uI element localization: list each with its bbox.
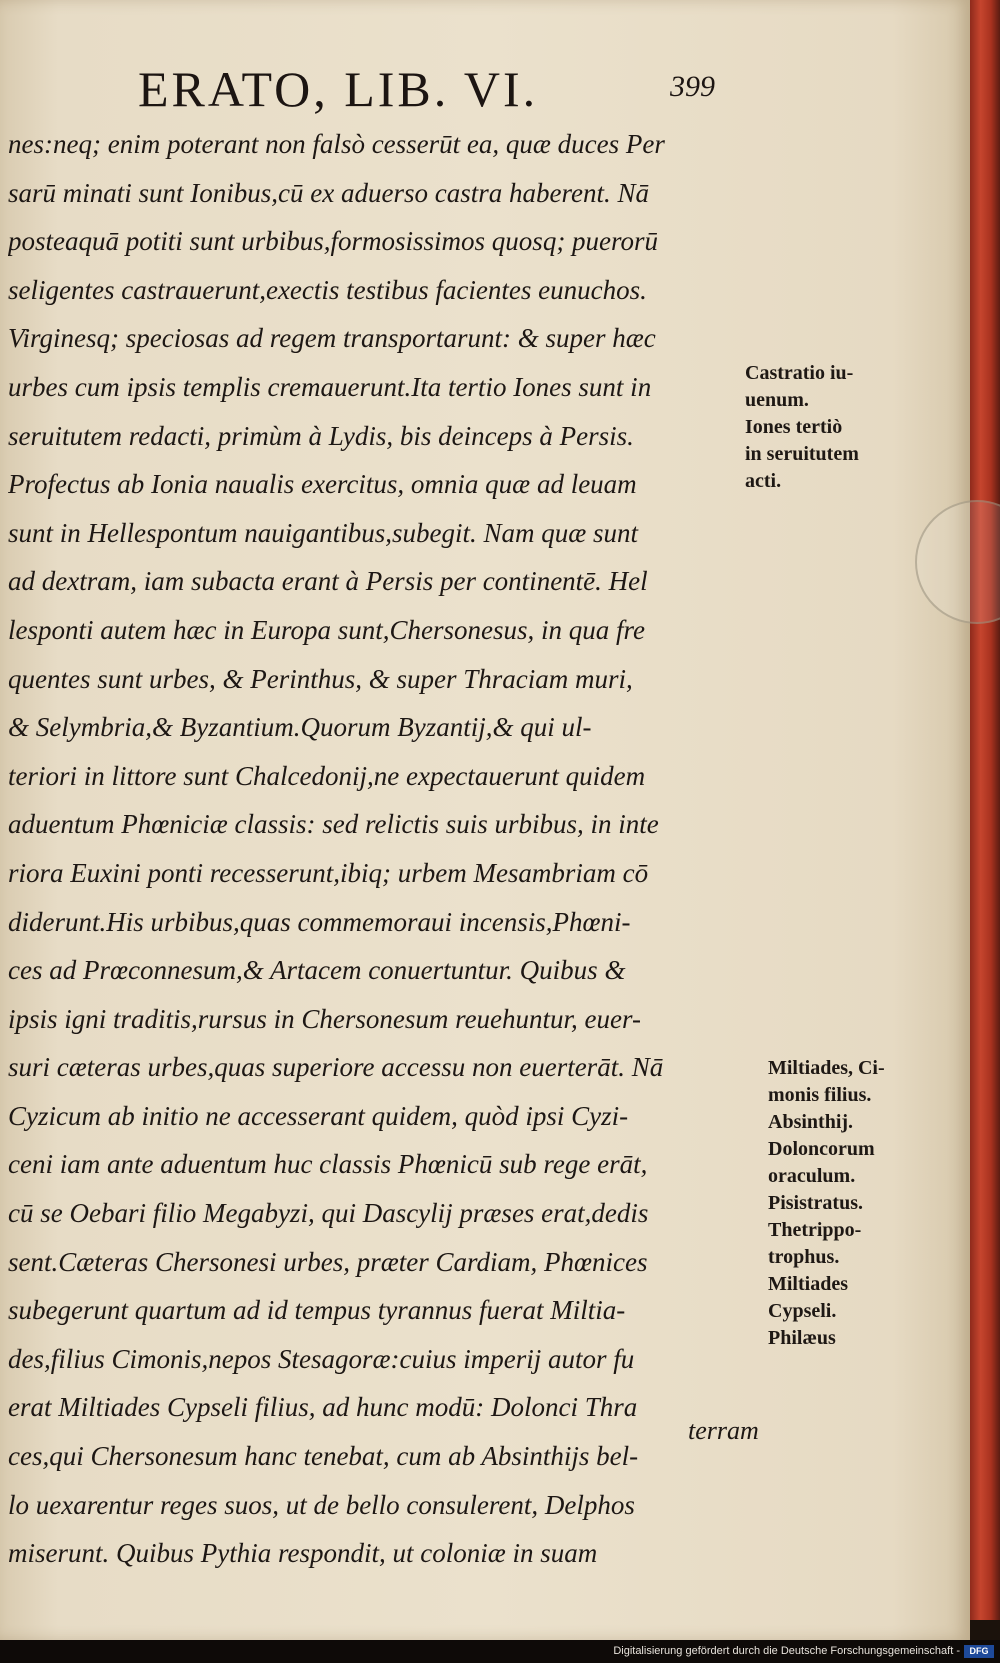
text-line: lo uexarentur reges suos, ut de bello consulerent, Delphos — [8, 1489, 635, 1520]
running-head: ERATO, LIB. VI. — [138, 61, 539, 117]
text-line: sunt in Hellespontum nauigantibus,subegit. Nam quæ sunt — [8, 517, 639, 548]
margin-note-line: uenum. — [745, 389, 809, 411]
margin-notes-miltiades — [768, 1055, 885, 1352]
margin-note-line: Miltiades — [768, 1273, 848, 1295]
margin-note-line: Iones tertiò — [745, 416, 843, 438]
margin-note-line: Cypseli. — [768, 1300, 837, 1322]
text-line: Profectus ab Ionia naualis exercitus, omnia quæ ad leuam — [8, 469, 637, 500]
page-number: 399 — [670, 70, 715, 103]
text-line: posteaquā potiti sunt urbibus,formosissimos quosq; puerorū — [8, 226, 659, 257]
digitization-credit: Digitalisierung gefördert durch die Deutsche Forschungsgemeinschaft - — [613, 1645, 960, 1657]
text-line: erat Miltiades Cypseli filius, ad hunc modū: Dolonci Thra — [8, 1392, 638, 1423]
text-line: aduentum Phœniciæ classis: sed relictis suis urbibus, in inte — [8, 809, 659, 840]
text-line: sent.Cæteras Chersonesi urbes, præter Cardiam, Phœnices — [8, 1246, 648, 1277]
text-line: teriori in littore sunt Chalcedonij,ne expectauerunt quidem — [8, 760, 646, 791]
margin-note-line: Castratio iu- — [745, 362, 854, 384]
page-fore-edge — [970, 0, 1000, 1620]
text-line: ipsis igni traditis,rursus in Chersonesum reuehuntur, euer- — [8, 1003, 641, 1034]
text-line: subegerunt quartum ad id tempus tyrannus fuerat Miltia- — [8, 1295, 626, 1326]
text-line: diderunt.His urbibus,quas commemoraui incensis,Phœni- — [8, 906, 631, 937]
body-text — [8, 120, 753, 1578]
text-line: urbes cum ipsis templis cremauerunt.Ita tertio Iones sunt in — [8, 371, 652, 402]
text-line: ces ad Prœconnesum,& Artacem conuertuntur. Quibus & — [8, 955, 626, 986]
text-line: seruitutem redacti, primùm à Lydis, bis deinceps à Persis. — [8, 420, 634, 451]
text-line: Cyzicum ab initio ne accesserant quidem, quòd ipsi Cyzi- — [8, 1100, 629, 1131]
margin-notes-castratio — [745, 360, 859, 495]
text-line: ad dextram, iam subacta erant à Persis per continentē. Hel — [8, 566, 648, 597]
margin-note-line: Thetrippo- — [768, 1219, 862, 1241]
text-line: seligentes castrauerunt,exectis testibus facientes eunuchos. — [8, 274, 647, 305]
margin-note-line: Pisistratus. — [768, 1192, 863, 1214]
dfg-logo: DFG — [964, 1645, 994, 1658]
text-line: miserunt. Quibus Pythia respondit, ut coloniæ in suam — [8, 1538, 598, 1569]
text-line: & Selymbria,& Byzantium.Quorum Byzantij,& qui ul- — [8, 712, 592, 743]
margin-note-line: Absinthij. — [768, 1111, 854, 1133]
text-line: suri cæteras urbes,quas superiore accessu non euerterāt. Nā — [8, 1052, 664, 1083]
text-line: lesponti autem hæc in Europa sunt,Chersonesus, in qua fre — [8, 614, 645, 645]
text-line: quentes sunt urbes, & Perinthus, & super Thraciam muri, — [8, 663, 633, 694]
margin-note-line: in seruitutem — [745, 443, 859, 465]
text-line: ceni iam ante aduentum huc classis Phœnicū sub rege erāt, — [8, 1149, 648, 1180]
text-line: des,filius Cimonis,nepos Stesagoræ:cuius imperij autor fu — [8, 1343, 635, 1374]
margin-note-line: monis filius. — [768, 1084, 872, 1106]
page-header — [138, 60, 738, 120]
margin-note-line: trophus. — [768, 1246, 840, 1268]
catchword: terram — [688, 1416, 759, 1445]
text-line: Virginesq; speciosas ad regem transportarunt: & super hæc — [8, 323, 656, 354]
text-line: sarū minati sunt Ionibus,cū ex aduerso castra haberent. Nā — [8, 177, 649, 208]
text-line: riora Euxini ponti recesserunt,ibiq; urbem Mesambriam cō — [8, 857, 649, 888]
margin-note-line: oraculum. — [768, 1165, 856, 1187]
text-line: nes:neq; enim poterant non falsò cesserūt ea, quæ duces Per — [8, 129, 665, 159]
margin-note-line: acti. — [745, 470, 782, 492]
margin-note-line: Miltiades, Ci- — [768, 1057, 885, 1079]
text-line: ces,qui Chersonesum hanc tenebat, cum ab Absinthijs bel- — [8, 1441, 639, 1472]
margin-note-line: Doloncorum — [768, 1138, 875, 1160]
margin-note-line: Philæus — [768, 1327, 836, 1349]
text-line: cū se Oebari filio Megabyzi, qui Dascylij præses erat,dedis — [8, 1198, 649, 1229]
